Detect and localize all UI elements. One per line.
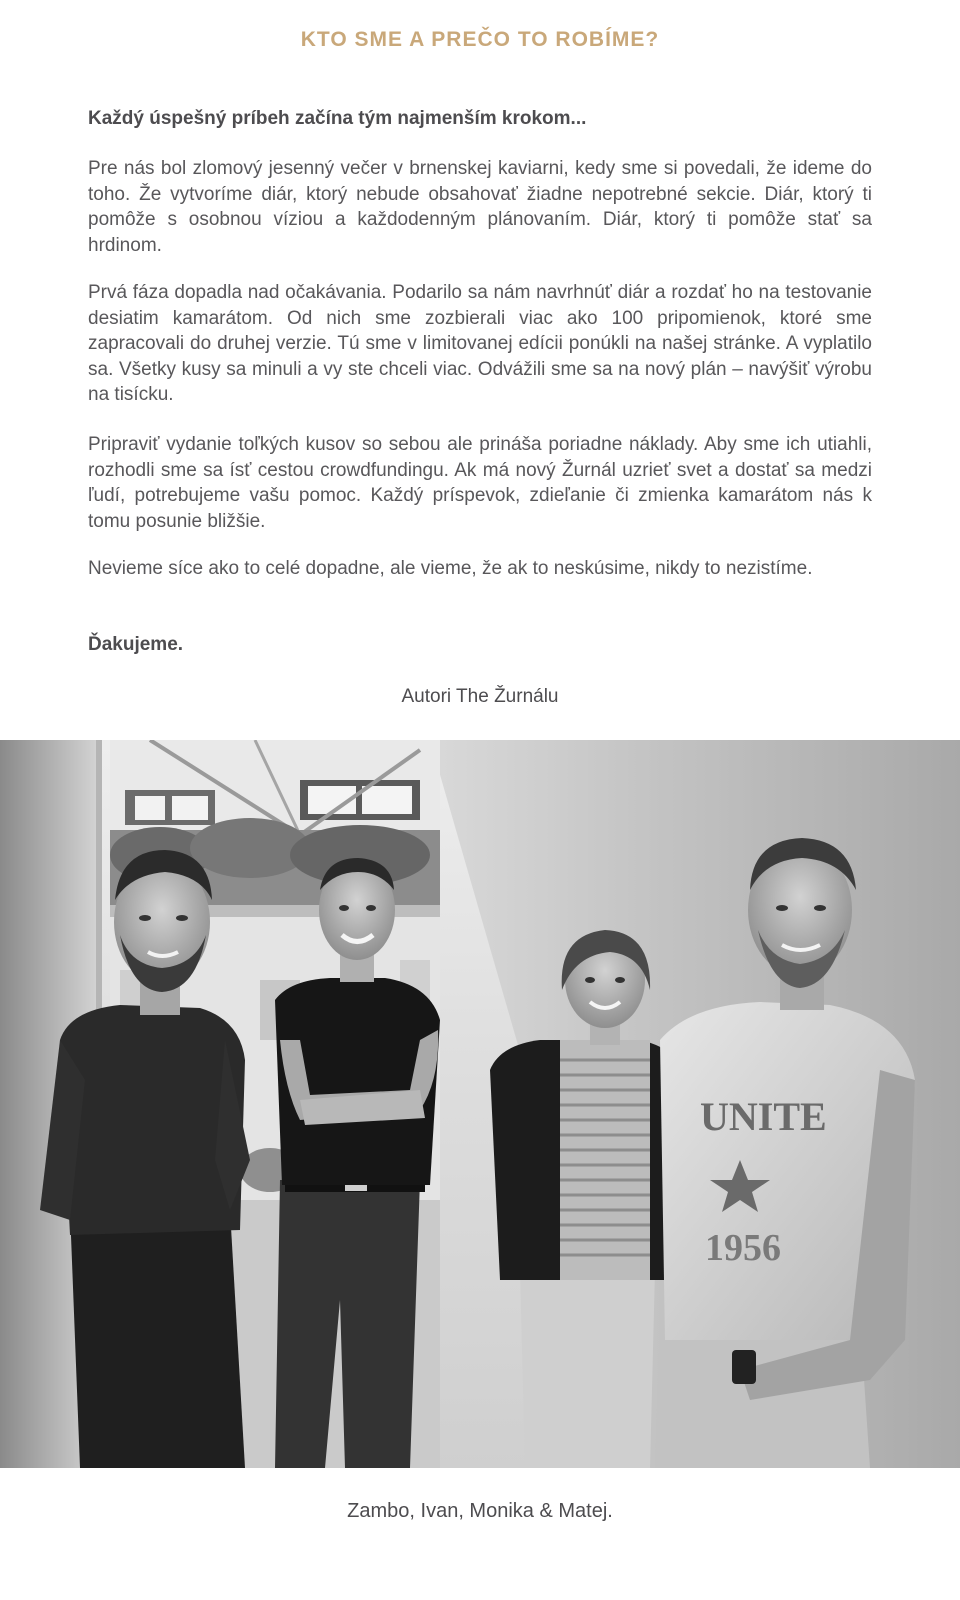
intro-line: Každý úspešný príbeh začína tým najmenším krokom... (88, 108, 587, 129)
paragraph-3: Pripraviť vydanie toľkých kusov so sebou ale prináša poriadne náklady. Aby sme ich utiahli, rozhodli sme sa ísť cestou crowdfundingu. Ak má nový Žurnál uzrieť svet a dostať sa medzi ľudí, potrebujeme vašu pomoc. Každý príspevok, zdieľanie či zmienka kamarátom nás k tomu posunie bližšie. (88, 434, 872, 532)
paragraph-4: Nevieme síce ako to celé dopadne, ale vieme, že ak to neskúsime, nikdy to nezistíme. (88, 558, 813, 579)
signature: Autori The Žurnálu (401, 686, 559, 707)
photo-caption: Zambo, Ivan, Monika & Matej. (347, 1500, 613, 1522)
paragraph-1: Pre nás bol zlomový jesenný večer v brnenskej kaviarni, kedy sme si povedali, že ideme do toho. Že vytvoríme diár, ktorý nebude obsahovať žiadne nepotrebné sekcie. Diár, ktorý ti pomôže s osobnou víziou a každodenným plánovaním. Diár, ktorý ti pomôže stať sa hrdinom. (88, 158, 872, 256)
page-title: KTO SME A PREČO TO ROBÍME? (300, 28, 660, 51)
paragraph-2: Prvá fáza dopadla nad očakávania. Podarilo sa nám navrhnúť diár a rozdať ho na testovanie desiatim kamarátom. Od nich sme zozbierali viac ako 100 pripomienok, ktoré sme zapracovali do druhej verzie. Tú sme v limitovanej edícii ponúkli na našej stránke. A vyplatilo sa. Všetky kusy sa minuli a vy ste chceli viac. Odvážili sme sa na nový plán – navýšiť výrobu na tisícku. (88, 282, 872, 405)
team-photo (0, 740, 960, 1468)
shirt-print-text: UNITE (700, 1094, 827, 1139)
shirt-print-number: 1956 (705, 1227, 781, 1269)
thanks-line: Ďakujeme. (88, 634, 184, 655)
